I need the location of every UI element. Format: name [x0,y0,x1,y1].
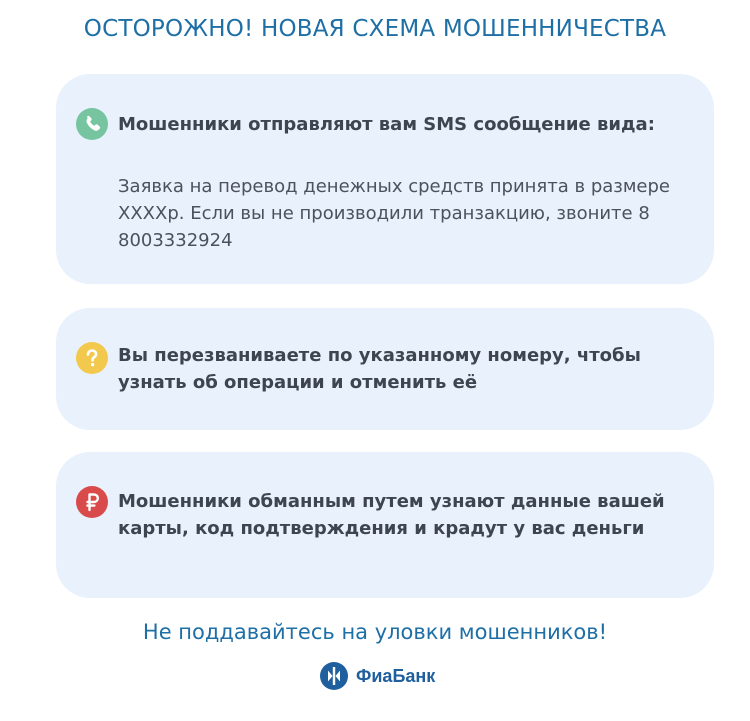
warning-card-theft [56,452,714,598]
card-headline: Мошенники обманным путем узнают данные вашей карты, код подтверждения и крадут у вас деньги [118,491,665,539]
phone-icon [76,108,108,140]
bank-logo-icon [319,661,349,691]
warning-card-sms [56,74,714,284]
warning-tagline: Не поддавайтесь на уловки мошенников! [142,620,608,644]
page-title: ОСТОРОЖНО! НОВАЯ СХЕМА МОШЕННИЧЕСТВА [83,16,667,42]
card-headline: Мошенники отправляют вам SMS сообщение вида: [118,114,655,135]
ruble-icon [76,486,108,518]
sms-example-text: Заявка на перевод денежных средств принята в размере XXXXр. Если вы не производили транзакцию, звоните 8 8003332924 [118,176,671,251]
bank-logo [319,661,435,691]
bank-name: ФиаБанк [356,665,436,686]
card-headline: Вы перезваниваете по указанному номеру, чтобы узнать об операции и отменить её [118,345,641,393]
warning-card-callback [56,308,714,430]
question-icon [76,342,108,374]
